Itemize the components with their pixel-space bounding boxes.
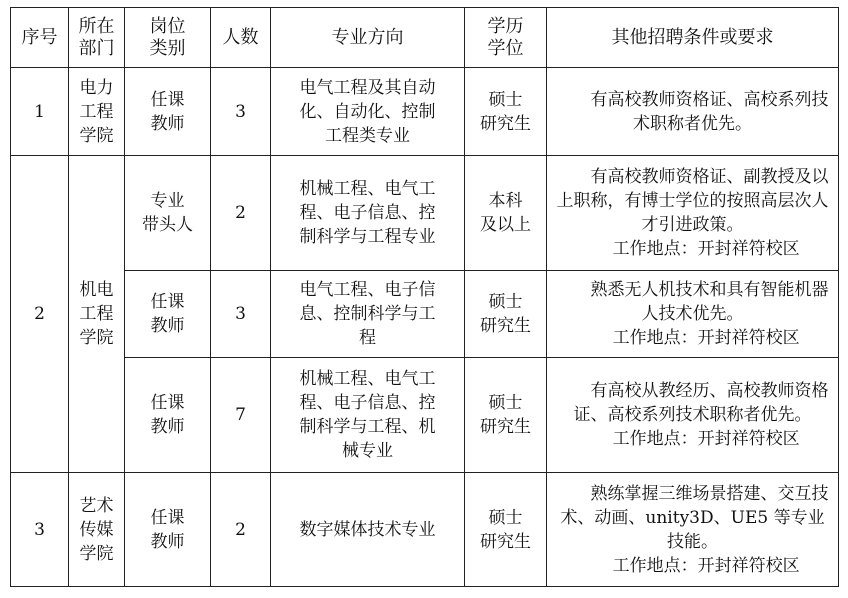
row-seq: 3 xyxy=(11,473,69,587)
row-position: 任课 教师 xyxy=(125,473,211,587)
row-dept: 机电 工程 学院 xyxy=(69,156,125,473)
header-requirements: 其他招聘条件或要求 xyxy=(547,8,839,68)
header-count: 人数 xyxy=(211,8,271,68)
row-education: 本科 及以上 xyxy=(465,156,547,271)
recruitment-table xyxy=(10,7,839,587)
work-location: 工作地点：开封祥符校区 xyxy=(612,555,800,576)
row-major: 机械工程、电气工 程、电子信息、控 制科学与工程、机 械专业 xyxy=(271,358,465,473)
row-major: 电气工程、电子信 息、控制科学与工 程 xyxy=(271,271,465,358)
header-education: 学历 学位 xyxy=(465,8,547,68)
row-dept: 艺术 传媒 学院 xyxy=(69,473,125,587)
table-row xyxy=(11,473,839,587)
row-count: 2 xyxy=(211,156,271,271)
row-major: 电气工程及其自动 化、自动化、控制 工程类专业 xyxy=(271,68,465,156)
header-row xyxy=(11,8,839,68)
row-dept: 电力 工程 学院 xyxy=(69,68,125,156)
row-count: 7 xyxy=(211,358,271,473)
recruitment-table-wrapper xyxy=(10,7,839,587)
work-location: 工作地点：开封祥符校区 xyxy=(612,429,800,449)
row-position: 任课 教师 xyxy=(125,358,211,473)
row-education: 硕士 研究生 xyxy=(465,358,547,473)
table-row xyxy=(11,68,839,156)
row-major: 机械工程、电气工 程、电子信息、控 制科学与工程专业 xyxy=(271,156,465,271)
header-position: 岗位 类别 xyxy=(125,8,211,68)
work-location: 工作地点：开封祥符校区 xyxy=(612,239,800,259)
row-seq: 2 xyxy=(11,156,69,473)
row-position: 专业 带头人 xyxy=(125,156,211,271)
row-education: 硕士 研究生 xyxy=(465,473,547,587)
row-position: 任课 教师 xyxy=(125,271,211,358)
table-row xyxy=(11,271,839,358)
table-row xyxy=(11,156,839,271)
row-education: 硕士 研究生 xyxy=(465,271,547,358)
row-position: 任课 教师 xyxy=(125,68,211,156)
row-education: 硕士 研究生 xyxy=(465,68,547,156)
table-row xyxy=(11,358,839,473)
row-requirements: 熟悉无人机技术和具有智能机器人技术优先。 工作地点：开封祥符校区 xyxy=(547,271,839,358)
row-requirements: 熟练掌握三维场景搭建、交互技术、动画、unity3D、UE5 等专业技能。 工作地点：开封祥符校区 xyxy=(547,473,839,587)
row-count: 3 xyxy=(211,68,271,156)
row-requirements: 有高校教师资格证、高校系列技术职称者优先。 xyxy=(547,68,839,156)
row-requirements: 有高校从教经历、高校教师资格证、高校系列技术职称者优先。 工作地点：开封祥符校区 xyxy=(547,358,839,473)
header-seq: 序号 xyxy=(11,8,69,68)
header-dept: 所在 部门 xyxy=(69,8,125,68)
header-major: 专业方向 xyxy=(271,8,465,68)
row-count: 2 xyxy=(211,473,271,587)
work-location: 工作地点：开封祥符校区 xyxy=(612,328,800,348)
row-count: 3 xyxy=(211,271,271,358)
row-requirements: 有高校教师资格证、副教授及以上职称，有博士学位的按照高层次人才引进政策。 工作地点：开封祥符校区 xyxy=(547,156,839,271)
row-major: 数字媒体技术专业 xyxy=(271,473,465,587)
row-seq: 1 xyxy=(11,68,69,156)
